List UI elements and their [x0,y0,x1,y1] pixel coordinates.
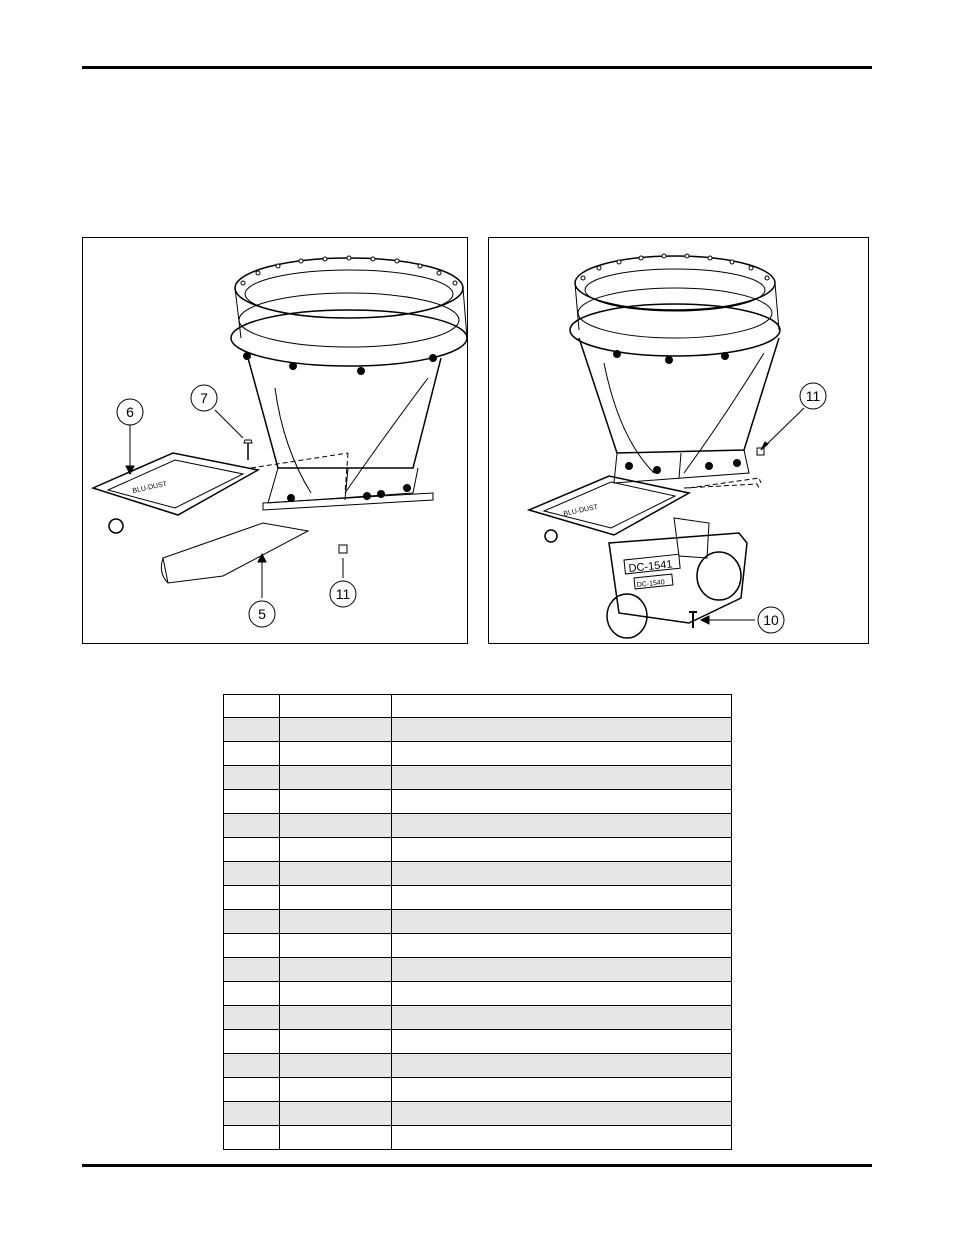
table-cell [280,886,392,910]
table-row [224,1030,732,1054]
table-cell [224,718,280,742]
handle-ring [545,530,557,542]
table-cell [224,1126,280,1150]
flange-lower-ring [239,293,459,347]
table-row [224,910,732,934]
table-row [224,742,732,766]
figure-right-drawing [489,238,870,645]
table-cell [392,790,732,814]
callout-11: 11 [335,586,351,602]
table-cell [392,910,732,934]
table-row [224,1126,732,1150]
bottom-rule [82,1164,872,1167]
flange-ring-inner [245,270,453,318]
table-cell [392,1006,732,1030]
table-cell [392,886,732,910]
table-cell [280,1030,392,1054]
hopper-rib-left [275,388,311,493]
callout-6: 6 [126,404,134,420]
table-row [224,958,732,982]
figure-right-panel [488,237,869,644]
table-row [224,982,732,1006]
figure-left-panel [82,237,468,644]
table-cell [224,814,280,838]
table-cell [280,766,392,790]
table-cell [224,766,280,790]
flange-lower-ring [578,288,772,338]
table-cell [392,814,732,838]
table-cell [280,862,392,886]
table-cell [280,718,392,742]
slide-gate-plate [529,476,689,535]
table-cell [280,1102,392,1126]
table-cell [280,1078,392,1102]
table-cell [392,1078,732,1102]
table-cell [280,982,392,1006]
hopper-rib-right [345,378,428,493]
table-cell [392,982,732,1006]
table-row [224,1102,732,1126]
table-cell [280,742,392,766]
table-cell [392,742,732,766]
hopper-body [248,358,441,468]
table-row [224,838,732,862]
header-cell-part [280,695,392,718]
table-cell [392,766,732,790]
table-cell [224,982,280,1006]
slide-gate-inner [544,482,675,528]
guide-line [251,453,348,468]
table-cell [224,958,280,982]
table-cell [224,742,280,766]
table-cell [280,934,392,958]
flange-ring-outer [575,256,775,310]
flange-bolts [614,351,741,474]
table-cell [224,1054,280,1078]
hopper-rib-right [684,353,764,473]
slide-gate-plate [93,453,258,515]
guide-line [689,478,761,488]
table-cell [224,862,280,886]
table-cell [280,814,392,838]
table-row [224,814,732,838]
table-cell [224,1102,280,1126]
callout-10: 10 [763,612,779,628]
nut-11 [339,545,347,553]
table-cell [224,838,280,862]
outlet-box [614,450,749,483]
flange-band [570,304,780,356]
handle-ring [109,519,123,533]
table-cell [392,718,732,742]
table-cell [280,1126,392,1150]
table-cell [392,1030,732,1054]
table-row [224,718,732,742]
top-rule [82,66,872,69]
table-row [224,862,732,886]
header-cell-item [224,695,280,718]
table-cell [280,790,392,814]
parts-table-header [224,695,732,718]
parts-table-body [224,718,732,1150]
table-cell [392,838,732,862]
flange-bolts [244,353,437,502]
nut-11 [757,448,764,455]
table-row [224,1078,732,1102]
table-cell [224,1006,280,1030]
table-cell [224,1078,280,1102]
table-cell [224,1030,280,1054]
table-row [224,766,732,790]
parts-table [223,694,732,1150]
table-row [224,886,732,910]
housing-label-small: DC-1540 [636,579,666,589]
table-cell [280,1054,392,1078]
table-cell [392,1102,732,1126]
figure-left-drawing [83,238,469,645]
table-cell [280,838,392,862]
table-cell [224,910,280,934]
valve-end-cap-right [697,552,741,600]
table-cell [224,886,280,910]
table-row [224,1006,732,1030]
housing-label-large: DC-1541 [628,558,674,575]
table-cell [392,862,732,886]
callout-7: 7 [200,390,208,406]
table-cell [280,910,392,934]
table-cell [280,1006,392,1030]
table-cell [392,1054,732,1078]
callout-5: 5 [258,606,266,622]
decal-text: BLU-DUST [131,480,168,495]
hopper-rib-left [604,363,654,473]
table-cell [392,958,732,982]
table-row [224,1054,732,1078]
table-cell [392,1126,732,1150]
table-row [224,934,732,958]
header-cell-description [392,695,732,718]
table-cell [224,934,280,958]
table-cell [392,934,732,958]
table-row [224,790,732,814]
blade [163,523,308,583]
table-cell [224,790,280,814]
callout-11: 11 [805,388,821,404]
decal-text: BLU-DUST [562,503,599,518]
table-cell [280,958,392,982]
